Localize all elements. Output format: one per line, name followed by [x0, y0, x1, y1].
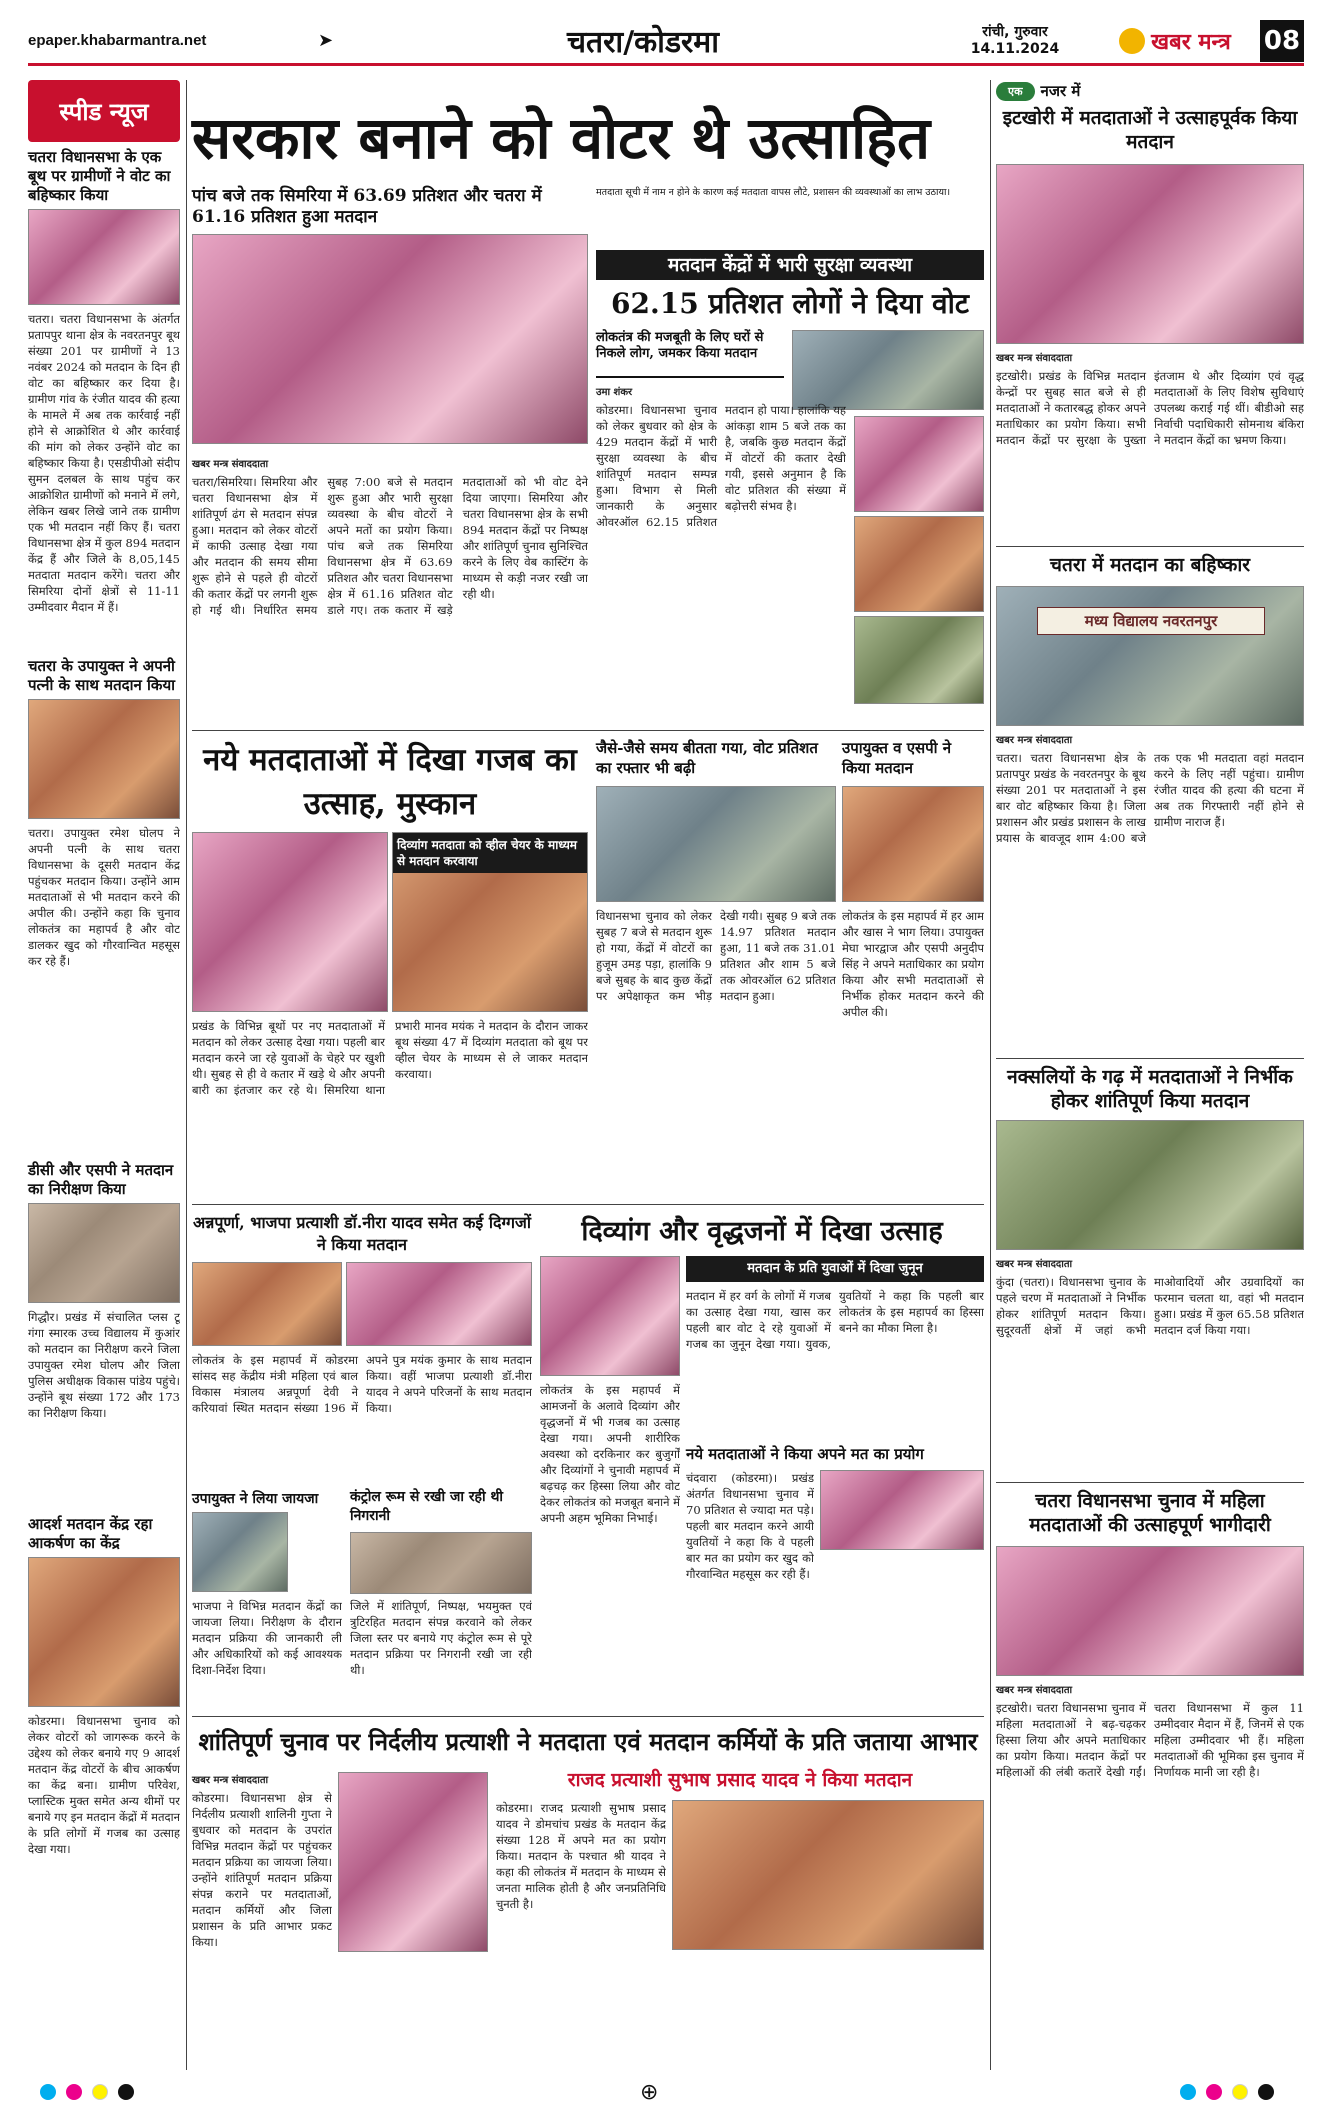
dc-inspect-headline: उपायुक्त ने लिया जायजा [192, 1491, 319, 1507]
turnout-byline: उमा शंकर [596, 387, 633, 398]
control-room-headline: कंट्रोल रूम से रखी जा रही थी निगरानी [350, 1489, 504, 1524]
young-voters-text: प्रखंड के विभिन्न बूथों पर नए मतदाताओं में मतदान को लेकर उत्साह देखा गया। पहली बार मतदान करने जा रहे युवाओं के चेहरे पर खुशी थी। सुबह से ही वे कतार में खड़े थे और अपनी बारी का इंतजार कर रहे थे। सिमरिया थाना प्रभारी मानव मयंक ने मतदान के दौरान जाकर बूथ संख्या 47 में दिव्यांग मतदाता को बूथ पर व्हील चेयर के माध्यम से ले जाकर मतदान करवाया। [192, 1019, 588, 1097]
shalini-gupta-photo [338, 1772, 488, 1952]
right-story3-byline: खबर मन्त्र संवाददाता [996, 1259, 1073, 1270]
elder-text: लोकतंत्र के इस महापर्व में आमजनों के अलावे दिव्यांग और वृद्धजनों में भी गजब का उत्साह देखा गया। अपनी शारीरिक अवस्था को दरकिनार कर बुजुर्गों और दिव्यांगों ने चुनावी महापर्व में बढ़चढ़ कर हिस्सा लिया और वोट देकर लोकतंत्र को मजबूत बनाने में अपनी अहम भूमिका निभाई। [540, 1383, 680, 1525]
youth-text: मतदान में हर वर्ग के लोगों में गजब का उत्साह देखा गया, खास कर पहली बार वोट दे रहे युवाओं में गजब का जुनून देखा गया। युवक, युवतियों ने कहा कि पहली बार लोकतंत्र के इस महापर्व का हिस्सा बनने का मौका मिला है। [686, 1289, 984, 1351]
school-sign: मध्य विद्यालय नवरतनपुर [1037, 607, 1265, 635]
color-registration-left [40, 2080, 134, 2104]
wheelchair-voter-photo [392, 832, 588, 1012]
registration-target [640, 2080, 658, 2104]
right-story3-text: कुंदा (चतरा)। विधानसभा चुनाव के पहले चरण में मतदाताओं ने निर्भीक होकर शांतिपूर्ण मतदान किया। सुदूरवर्ती क्षेत्रों में जहां कभी माओवादियों और उग्रवादियों का फरमान चलता था, वहां भी मतदान हुआ। प्रखंड में कुल 65.58 प्रतिशत मतदान दर्ज किया गया। [996, 1275, 1304, 1337]
right-story1-photo [996, 164, 1304, 344]
dc-sp-photo [842, 786, 984, 902]
right-story4-text: इटखोरी। चतरा विधानसभा चुनाव में महिला मतदाताओं ने बढ़-चढ़कर हिस्सा लिया और अपने मताधिकार का प्रयोग किया। मतदान केंद्रों पर महिलाओं की लंबी कतारें देखी गईं। चतरा विधानसभा में कुल 11 उम्मीदवार मैदान में हैं, जिनमें से एक महिला उम्मीदवार भी हैं। महिला मतदाताओं की भूमिका इस चुनाव में निर्णायक मानी जा रही है। [996, 1701, 1304, 1779]
brand-logo-icon [1119, 28, 1145, 54]
brand [1090, 26, 1260, 56]
security-banner: मतदान केंद्रों में भारी सुरक्षा व्यवस्था [596, 250, 984, 280]
center-divider-2 [192, 1204, 984, 1205]
right-story2-title: चतरा में मतदान का बहिष्कार [996, 546, 1304, 580]
rjd-headline: राजद प्रत्याशी सुभाष प्रसाद यादव ने किया मतदान [567, 1769, 913, 1791]
dc-sp-text: लोकतंत्र के इस महापर्व में हर आम और खास ने भाग लिया। उपायुक्त मेघा भारद्वाज और एसपी अनुदीप सिंह ने अपने मताधिकार का प्रयोग किया और सभी मतदाताओं से निर्भीक होकर मतदान करने की अपील की। [842, 909, 984, 1019]
nazar-label: नजर में [1040, 82, 1081, 100]
right-story2-text: चतरा। चतरा विधानसभा क्षेत्र के प्रतापपुर प्रखंड के नवरतनपुर के बूथ संख्या 201 पर मतदाताओं ने इस बार वोट बहिष्कार किया है। जिला प्रशासन और प्रखंड प्रशासन के लाख प्रयास के बावजूद शाम 4:00 बजे तक एक भी मतदाता वहां मतदान करने के लिए नहीं पहुंचा। ग्रामीण रंजीत यादव की हत्या की घटना में अब तक गिरफ्तारी नहीं होने से ग्रामीण नाराज हैं। [996, 751, 1304, 845]
divyang-caption: दिव्यांग मतदाता को व्हील चेयर के माध्यम से मतदान करवाया [393, 833, 588, 873]
rjd-candidate-photo [672, 1800, 984, 1950]
center-divider-3 [192, 1716, 984, 1717]
left-story1-text: चतरा। चतरा विधानसभा के अंतर्गत प्रतापपुर थाना क्षेत्र के नवरतनपुर बूथ संख्या 201 पर ग्रामीणों ने 13 नवंबर 2024 को मतदान के दिन ही वोट का बहिष्कार कर दिया है। ग्रामीण गांव के रंजीत यादव की हत्या के मामले में अब तक कार्रवाई नहीं होने से आक्रोशित थे और कार्रवाई की मांग को लेकर उन्होंने वोट का बहिष्कार किया है। एसडीपीओ संदीप सुमन दलबल के साथ पहुंच कर आक्रोशित ग्रामीणों को मनाने में लगे, लेकिन खबर लिखे जाने तक ग्रामीण एक भी मतदान नहीं किए हैं। चतरा विधानसभा क्षेत्र में कुल 894 मतदान केंद्र हैं और जिले के 8,05,145 मतदाता मतदान करेंगे। चतरा और सिमरिया दोनों क्षेत्रों से 11-11 उम्मीदवार मैदान में हैं। [28, 312, 180, 614]
left-column-divider [186, 80, 187, 2070]
left-story3-text: गिद्धौर। प्रखंड में संचालित प्लस टू गंगा स्मारक उच्च विद्यालय में कुआंर को मतदान का निरीक्षण करने जिला उपायुक्त रमेश घोलप और जिला पुलिस अधीक्षक विकास पांडेय पहुंचे। उन्होंने बूथ संख्या 172 और 173 का निरीक्षण किया। [28, 1310, 180, 1420]
turnout-kicker: लोकतंत्र की मजबूती के लिए घरों से निकले लोग, जमकर किया मतदान [596, 330, 784, 378]
cyan-dot-icon [40, 2084, 56, 2100]
city-day: रांची, गुरुवार [982, 23, 1048, 40]
color-registration-right [1180, 2080, 1274, 2104]
control-room-photo [350, 1532, 532, 1594]
right-story1-byline: खबर मन्त्र संवाददाता [996, 353, 1073, 364]
new-voters-photo [820, 1470, 984, 1550]
left-story2-photo [28, 699, 180, 819]
elder-headline: दिव्यांग और वृद्धजनों में दिखा उत्साह [581, 1216, 943, 1247]
young-voter-photo [192, 832, 388, 1012]
left-story1-photo [28, 209, 180, 305]
right-story1-title: इटखोरी में मतदाताओं ने उत्साहपूर्वक किया मतदान [1002, 107, 1298, 153]
new-voters-headline: नये मतदाताओं ने किया अपने मत का प्रयोग [686, 1445, 924, 1463]
brand-name: खबर मन्त्र [1151, 29, 1231, 55]
youth-kicker: मतदान के प्रति युवाओं में दिखा जुनून [686, 1256, 984, 1282]
yellow-dot-icon [92, 2084, 108, 2100]
pace-headline: जैसे-जैसे समय बीतता गया, वोट प्रतिशत का रफ्तार भी बढ़ी [596, 739, 818, 777]
security-forces-photo [792, 330, 984, 410]
police-photo [854, 616, 984, 704]
right-story2-byline: खबर मन्त्र संवाददाता [996, 735, 1073, 746]
magenta-dot-icon [1206, 2084, 1222, 2100]
couple-voters-photo [854, 516, 984, 612]
dateline [940, 24, 1090, 58]
hero-headline: सरकार बनाने को वोटर थे उत्साहित [192, 104, 931, 172]
page-number: 08 [1260, 20, 1304, 62]
left-story3-photo [28, 1203, 180, 1303]
epaper-url[interactable]: epaper.khabarmantra.net [28, 32, 207, 49]
gratitude-byline: खबर मन्त्र संवाददाता [192, 1775, 269, 1786]
young-voters-headline: नये मतदाताओं में दिखा गजब का उत्साह, मुस्कान [203, 742, 577, 822]
right-story4-photo [996, 1546, 1304, 1676]
right-story3-title: नक्सलियों के गढ़ में मतदाताओं ने निर्भीक होकर शांतिपूर्ण किया मतदान [996, 1058, 1304, 1114]
queue-school-photo [596, 786, 836, 902]
main-byline: खबर मन्त्र संवाददाता [192, 459, 269, 470]
right-story4-title: चतरा विधानसभा चुनाव में महिला मतदाताओं की उत्साहपूर्ण भागीदारी [996, 1482, 1304, 1540]
annapurna-photo [192, 1262, 342, 1346]
turnout-text: कोडरमा। विधानसभा चुनाव को लेकर बुधवार को क्षेत्र के 429 मतदान केंद्रों में भारी सुरक्षा व्यवस्था के बीच शांतिपूर्ण मतदान सम्पन्न हुआ। विभाग से मिली जानकारी के अनुसार ओवरऑल 62.15 प्रतिशत मतदान हो पाया। हालांकि यह आंकड़ा शाम 5 बजे तक का है, जबकि कुछ मतदान केंद्रों में वोटरों की कतार देखी गयी, इससे अनुमान है कि वोट प्रतिशत की संख्या में बढ़ोत्तरी संभव है। [596, 403, 846, 529]
yellow-dot-icon [1232, 2084, 1248, 2100]
control-room-text: जिले में शांतिपूर्ण, निष्पक्ष, भयमुक्त एवं त्रुटिरहित मतदान संपन्न करवाने को लेकर जिला स्तर पर बनाये गए कंट्रोल रूम से पूरे मतदान प्रक्रिया पर निगरानी रखी जा रही थी। [350, 1599, 532, 1677]
magenta-dot-icon [66, 2084, 82, 2100]
center-divider-1 [192, 730, 984, 731]
new-voters-text: चंदवारा (कोडरमा)। प्रखंड अंतर्गत विधानसभा चुनाव में 70 प्रतिशत से ज्यादा मत पड़े। पहली बार मतदान करने आयी युवतियों ने कहा कि वे पहली बार मत का प्रयोग कर खुद को गौरवान्वित महसूस कर रही हैं। [686, 1471, 814, 1581]
main-queue-photo [192, 234, 588, 444]
right-story4-byline: खबर मन्त्र संवाददाता [996, 1685, 1073, 1696]
right-column-divider [990, 80, 991, 2070]
page-header [28, 18, 1304, 66]
date: 14.11.2024 [970, 40, 1060, 57]
intro-note: मतदाता सूची में नाम न होने के कारण कई मतदाता वापस लौटे, प्रशासन की व्यवस्थाओं का लाभ उठाया। [596, 187, 951, 198]
left-story3-title: डीसी और एसपी ने मतदान का निरीक्षण किया [28, 1161, 174, 1198]
right-story3-photo [996, 1120, 1304, 1250]
dc-inspect-text: भाजपा ने विभिन्न मतदान केंद्रों का जायजा लिया। निरीक्षण के दौरान मतदान प्रक्रिया की जानकारी ली और अधिकारियों को कई आवश्यक दिशा-निर्देश दिया। [192, 1599, 342, 1677]
dc-inspect-photo [192, 1512, 288, 1592]
main-subheadline: पांच बजे तक सिमरिया में 63.69 प्रतिशत और चतरा में 61.16 प्रतिशत हुआ मतदान [192, 186, 542, 227]
left-story4-photo [28, 1557, 180, 1707]
voter-selfie-photo [854, 416, 984, 512]
section-title: चतरा/कोडरमा [567, 25, 719, 60]
cyan-dot-icon [1180, 2084, 1196, 2100]
black-dot-icon [118, 2084, 134, 2100]
main-story-text: चतरा/सिमरिया। सिमरिया और चतरा विधानसभा क्षेत्र में शांतिपूर्ण ढंग से मतदान संपन्न हुआ। मतदान को लेकर वोटरों में काफी उत्साह देखा गया और मतदान की समय सीमा शुरू होने से पहले ही वोटरों की कतार केंद्रों पर लगनी शुरू हो गई थी। निर्धारित समय सुबह 7:00 बजे से मतदान शुरू हुआ और भारी सुरक्षा व्यवस्था के बीच वोटरों ने अपने मतों का प्रयोग किया। पांच बजे तक सिमरिया विधानसभा क्षेत्र में 63.69 प्रतिशत और चतरा विधानसभा क्षेत्र में 61.16 प्रतिशत वोट डाले गए। तक कतार में खड़े मतदाताओं को भी वोट देने दिया जाएगा। सिमरिया और चतरा विधानसभा क्षेत्र के सभी 894 मतदान केंद्रों पर निष्पक्ष और शांतिपूर्ण चुनाव सुनिश्चित करने के लिए वेब कास्टिंग के माध्यम से कड़ी नजर रखी जा रही थी। [192, 475, 588, 617]
left-story4-title: आदर्श मतदान केंद्र रहा आकर्षण का केंद्र [28, 1515, 153, 1552]
black-dot-icon [1258, 2084, 1274, 2100]
neera-yadav-photo [346, 1262, 532, 1346]
gratitude-headline: शांतिपूर्ण चुनाव पर निर्दलीय प्रत्याशी ने मतदाता एवं मतदान कर्मियों के प्रति जताया आभार [198, 1727, 978, 1756]
left-story4-text: कोडरमा। विधानसभा चुनाव को लेकर वोटरों को जागरूक करने के उद्देश्य को लेकर बनाये गए 9 आदर्श मतदान केंद्र वोटरों के बीच आकर्षण का केंद्र बना। ग्रामीण परिवेश, प्लास्टिक मुक्त समेत अन्य थीमों पर बनाये गए इन मतदान केंद्रों में मतदान के प्रति लोगों में गजब का उत्साह देखा गया। [28, 1714, 180, 1856]
left-story2-text: चतरा। उपायुक्त रमेश घोलप ने अपनी पत्नी के साथ चतरा विधानसभा के दूसरी मतदान केंद्र पहुंचकर मतदान किया। उन्होंने आम मतदाताओं से भी मतदान करने की अपील की। उन्होंने कहा कि चुनाव लोकतंत्र का महापर्व है और वोट डालकर खुद को गौरवान्वित महसूस कर रहे हैं। [28, 826, 180, 968]
right-story1-text: इटखोरी। प्रखंड के विभिन्न मतदान केन्द्रों पर सुबह सात बजे से ही मतदाताओं ने कतारबद्ध होकर अपने मताधिकार का प्रयोग किया। सभी मतदान केंद्रों पर सुरक्षा के पुख्ता इंतजाम थे और दिव्यांग एवं वृद्ध मतदाताओं के लिए विशेष सुविधाएं उपलब्ध कराई गई थीं। बीडीओ सह निर्वाची पदाधिकारी सोमनाथ बंकिरा ने मतदान केंद्रों का भ्रमण किया। [996, 369, 1304, 447]
turnout-headline: 62.15 प्रतिशत लोगों ने दिया वोट [611, 287, 969, 320]
dc-sp-headline: उपायुक्त व एसपी ने किया मतदान [842, 739, 952, 777]
pace-text: विधानसभा चुनाव को लेकर सुबह 7 बजे से मतदान शुरू हो गया, केंद्रों में वोटरों का हुजूम उमड़ पड़ा, हालांकि 9 बजे सुबह के बाद कुछ केंद्रों पर अपेक्षाकृत कम भीड़ देखी गयी। सुबह 9 बजे तक 14.97 प्रतिशत मतदान हुआ, 11 बजे तक 31.01 प्रतिशत और शाम 5 बजे तक ओवरऑल 62 प्रतिशत मतदान हुआ। [596, 909, 836, 1003]
left-story2-title: चतरा के उपायुक्त ने अपनी पत्नी के साथ मतदान किया [28, 657, 176, 694]
gratitude-text: कोडरमा। विधानसभा क्षेत्र से निर्दलीय प्रत्याशी शालिनी गुप्ता ने बुधवार को मतदान के उपरांत विभिन्न मतदान केंद्रों पर पहुंचकर मतदान प्रक्रिया का जायजा लिया। उन्होंने शांतिपूर्ण मतदान प्रक्रिया संपन्न कराने पर मतदाताओं, मतदान कर्मियों और जिला प्रशासन के प्रति आभार प्रकट किया। [192, 1791, 332, 1949]
nazar-pill: एक [996, 82, 1035, 101]
speed-news-badge: स्पीड न्यूज [28, 80, 180, 142]
right-story2-photo [996, 586, 1304, 726]
annapurna-text: लोकतंत्र के इस महापर्व में कोडरमा सांसद सह केंद्रीय मंत्री महिला एवं बाल विकास मंत्रालय अन्नपूर्णा देवी ने करियावां स्थित मतदान संख्या 196 में अपने पुत्र मयंक कुमार के साथ मतदान किया। वहीं भाजपा प्रत्याशी डॉ.नीरा यादव ने अपने परिजनों के साथ मतदान किया। [192, 1353, 532, 1415]
nazar-tag [996, 80, 1304, 102]
elder-photo [540, 1256, 680, 1376]
right-column [996, 80, 1304, 2070]
left-column [28, 80, 180, 2070]
rjd-text: कोडरमा। राजद प्रत्याशी सुभाष प्रसाद यादव ने डोमचांच प्रखंड के मतदान केंद्र संख्या 128 में अपने मत का प्रयोग किया। मतदान के पश्चात श्री यादव ने कहा की लोकतंत्र में मतदान के माध्यम से जनता मालिक होती है और जनप्रतिनिधि चुनती है। [496, 1801, 666, 1911]
crosshair-icon: ⊕ [640, 2079, 659, 2105]
cursor-icon: ➤ [318, 30, 334, 51]
left-story1-title: चतरा विधानसभा के एक बूथ पर ग्रामीणों ने वोट का बहिष्कार किया [28, 148, 171, 204]
annapurna-headline: अन्नपूर्णा, भाजपा प्रत्याशी डॉ.नीरा यादव समेत कई दिग्गजों ने किया मतदान [192, 1213, 531, 1254]
